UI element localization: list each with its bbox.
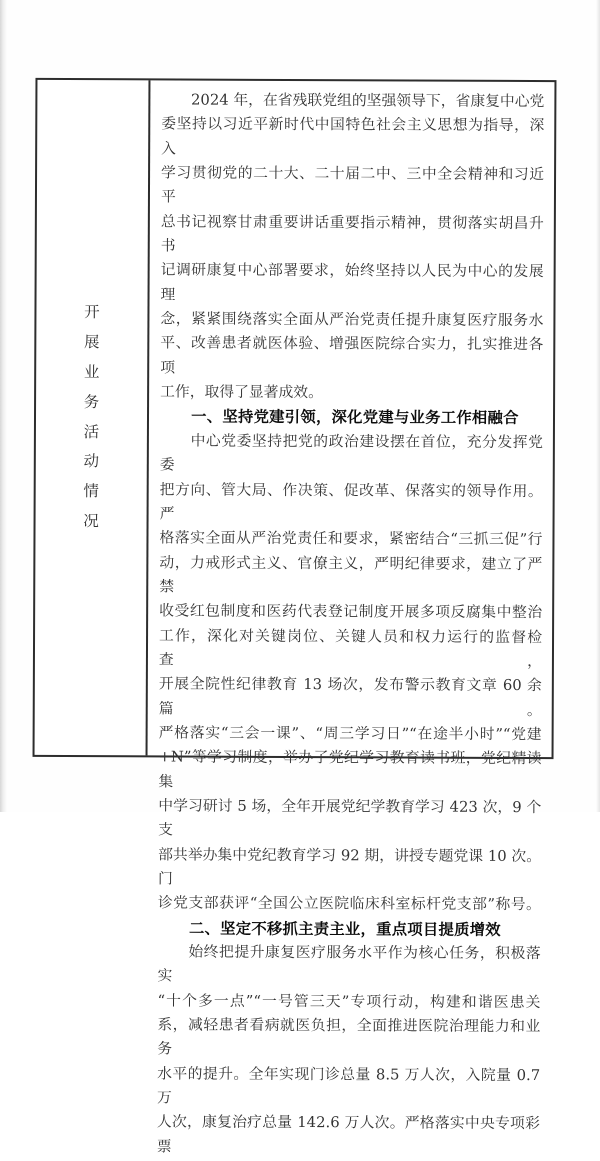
report-text-line: 中心党委坚持把党的政治建设摆在首位，充分发挥党委 [159,432,543,474]
paragraph [160,88,544,406]
report-text-line: 中学习研讨 5 场，全年开展党纪学教育学习 423 次，9 个支 [158,797,542,839]
report-text-line: 工作，取得了显著成效。 [160,383,323,402]
row-header-char: 展 [84,333,100,352]
report-text-line: 水平的提升。全年实现门诊总量 8.5 万人次，入院量 0.7 万 [156,1065,541,1107]
report-text-line: 部共举办集中党纪教育学习 92 期，讲授专题党课 10 次。门 [157,846,542,888]
report-body-cell [148,80,555,1156]
row-header-char: 情 [83,482,99,501]
row-header-char: 况 [83,511,99,531]
row-header-char: 业 [83,362,100,382]
report-text-line: 开展全院性纪律教育 13 场次，发布警示教育文章 60 余篇。 [158,675,542,719]
report-text-line: 平、改善患者就医体验、增强医院综合实力，扎实推进各项 [160,334,544,377]
row-header-label [83,298,100,536]
report-form-table [33,78,557,1156]
report-text-line: 诊党支部获评“全国公立医院临床科室标杆党支部”称号。 [157,894,541,914]
row-header-char: 动 [83,452,100,471]
report-text-line: 委坚持以习近平新时代中国特色社会主义思想为指导，深入 [161,115,545,158]
report-text-line: 工作，深化对关键岗位、关键人员和权力运行的监督检查， [158,626,543,670]
row-header-char: 活 [83,422,100,441]
section-heading: 一、坚持党建引领，深化党建与业务工作相融合 [159,407,519,428]
scan-edge-left-shadow [0,0,7,812]
report-text-line: 系，减轻患者看病就医负担，全面推进医院治理能力和业务 [157,1016,541,1058]
report-text-line: 把方向、管大局、作决策、促改革、保落实的领导作用。严 [159,480,543,523]
row-header-char: 开 [84,303,100,322]
report-text-line: 收受红包制度和医药代表登记制度开展多项反腐集中整治 [159,602,543,622]
paragraph [157,940,541,1161]
report-text-line: “十个多一点”“一号管三天”专项行动，构建和谐医患关 [157,992,541,1011]
report-text-line: 总书记视察甘肃重要讲话重要指示精神，贯彻落实胡昌升书 [160,213,544,255]
scan-edge-right-shadow [596,0,600,812]
report-text-line: 始终把提升康复医疗服务水平作为核心任务，积极落实 [157,943,541,985]
section-heading: 二、坚定不移抓主责主业，重点项目提质增效 [157,919,501,939]
row-header-cell [35,80,151,755]
report-text-line: +N”等学习制度，举办了党纪学习教育读书班，党纪精读集 [158,748,542,791]
report-text-line: 记调研康复中心部署要求，始终坚持以人民为中心的发展理 [160,261,544,304]
report-text-line: 动，力戒形式主义、官僚主义，严明纪律要求，建立了严禁 [159,553,543,596]
report-text-line: 严格落实“三会一课”、“周三学习日”“在途半小时”“党建 [158,724,542,744]
report-text-line: 念，紧紧围绕落实全面从严治党责任提升康复医疗服务水 [160,310,544,330]
report-text-line: 格落实全面从严治党责任和要求，紧密结合“三抓三促”行 [159,529,543,549]
report-text-line: 2024 年，在省残联党组的坚强领导下，省康复中心党 [161,91,545,111]
report-text-line: 学习贯彻党的二十大、二十届二中、三中全会精神和习近平 [160,164,545,206]
paragraph [158,429,543,918]
row-header-char: 务 [83,392,100,411]
report-text-line: 人次，康复治疗总量 142.6 万人次。严格落实中央专项彩票 [156,1113,540,1156]
